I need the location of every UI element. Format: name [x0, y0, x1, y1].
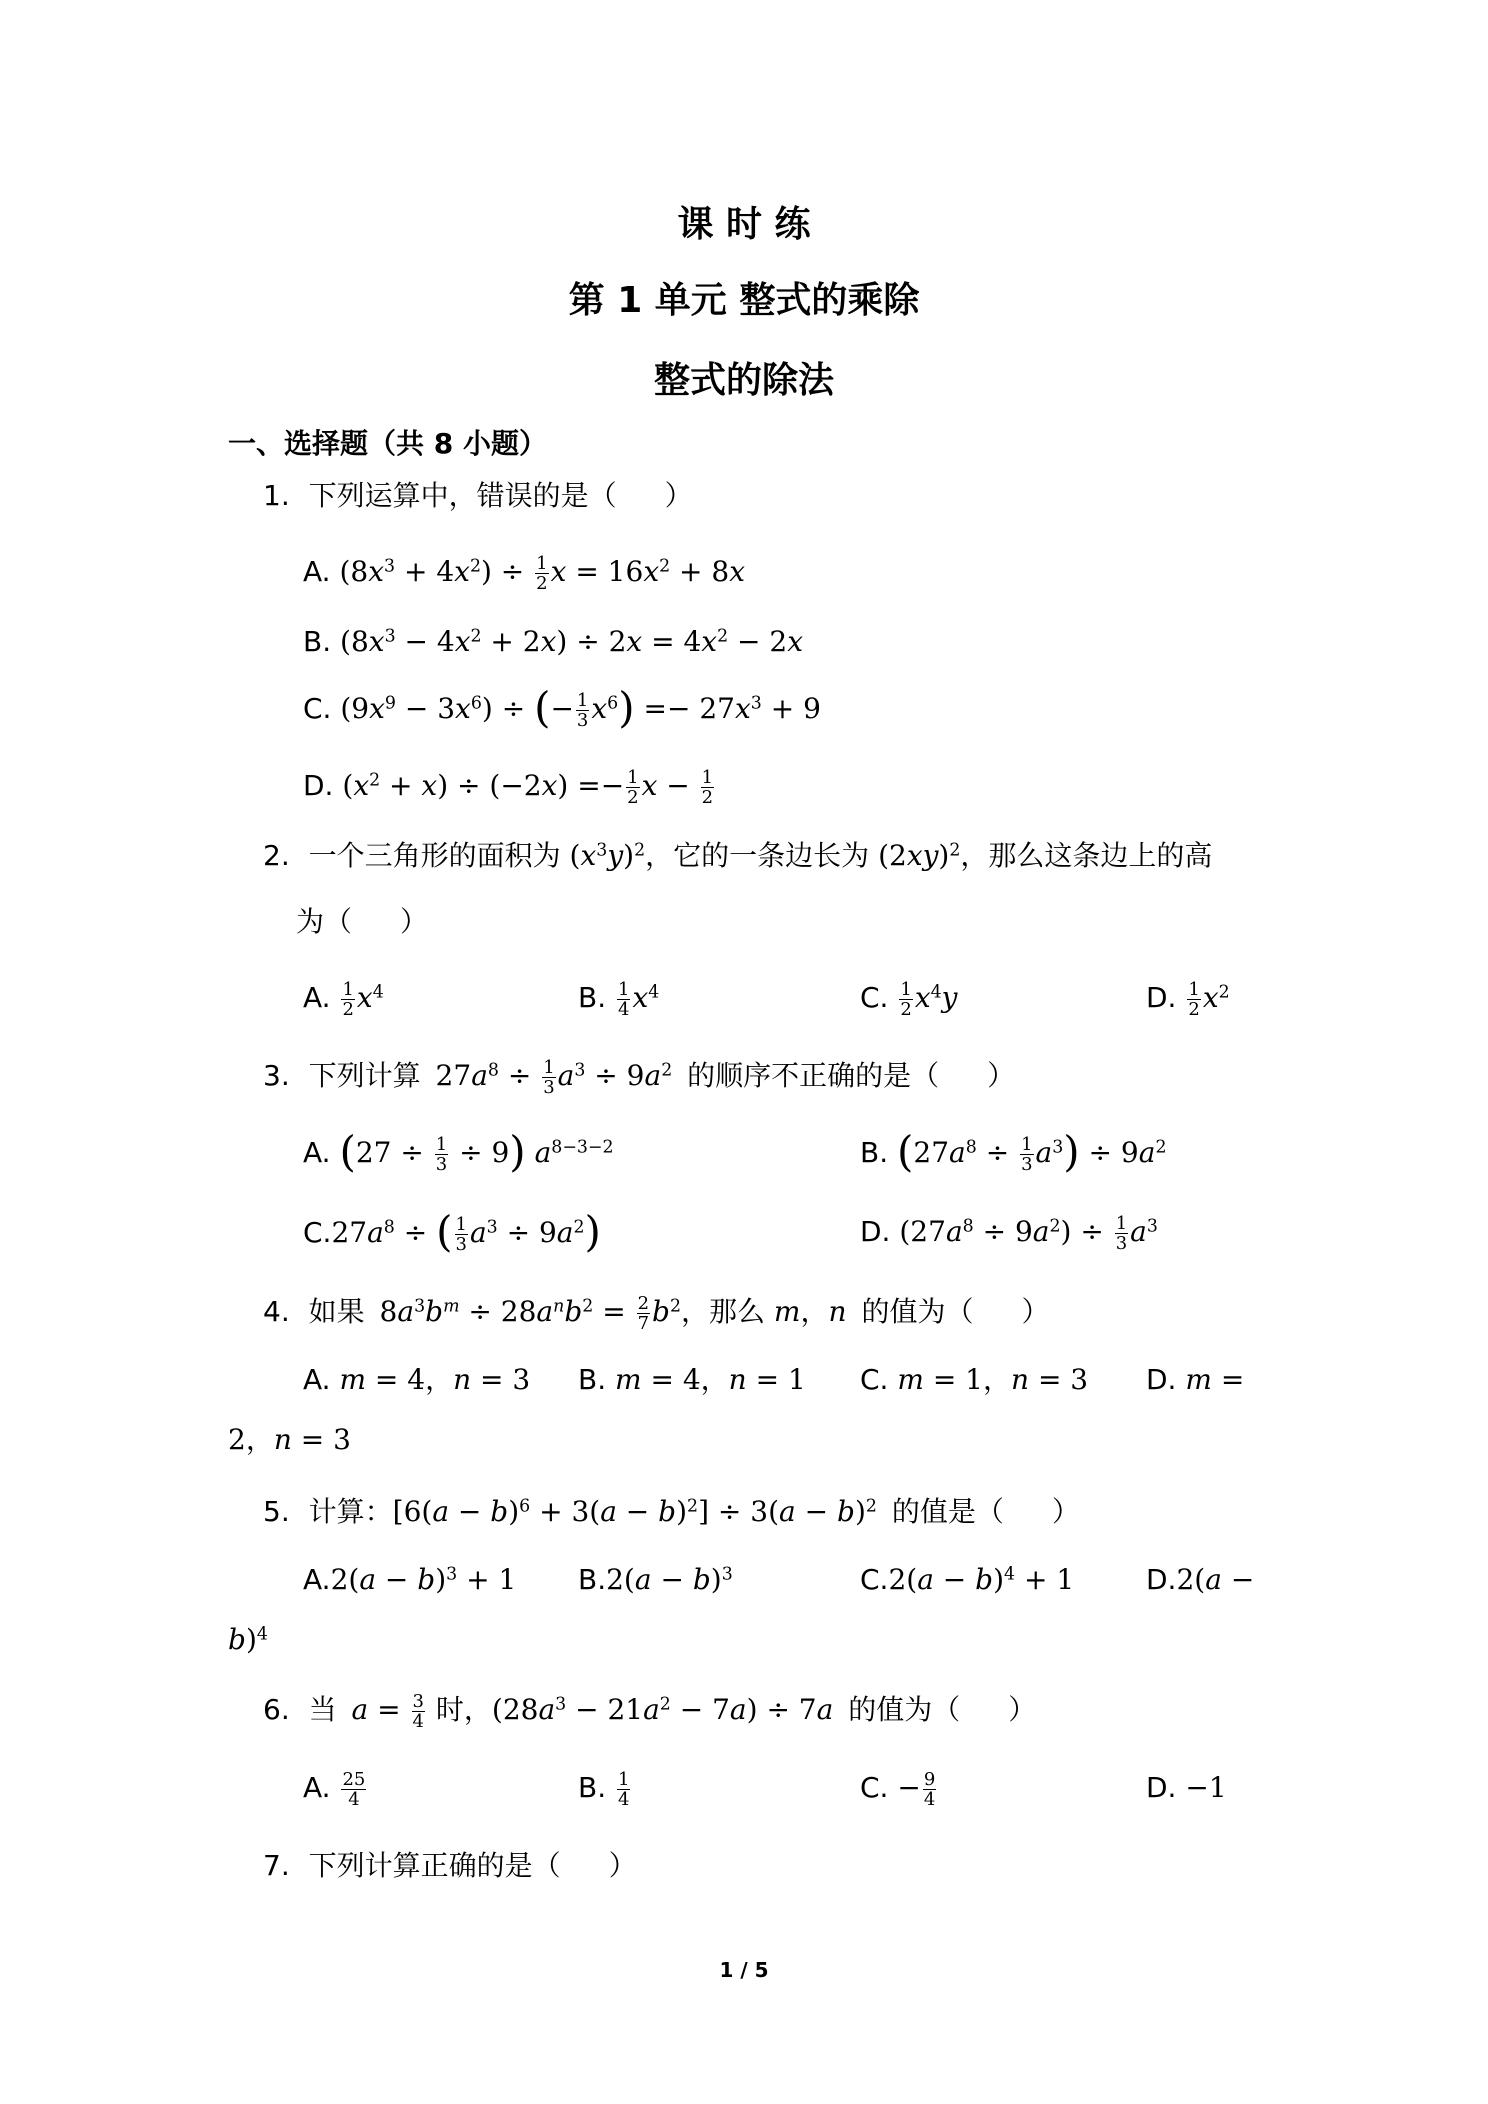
- question-2-line2: 为（ ）: [296, 905, 429, 938]
- question-stem: 下列运算中，错误的是（: [308, 479, 617, 512]
- question-number: 2.: [263, 839, 290, 872]
- q1-option-c: C. $(9x^9 - 3x^6)$ ÷ (− $\frac{1}{3}$ $x^6) =- 27x^3 + 9$: [303, 683, 821, 732]
- question-7: [263, 1846, 637, 1886]
- q5-option-d-wrap: b)$^4$: [228, 1623, 268, 1656]
- page-title: 课 时 练: [677, 204, 811, 245]
- question-3: 3. 下列计算 $27a^8$ ÷ $\frac{1}{3}$ $a^3 \div 9a^2$ 的顺序不正确的是（ ）: [263, 1057, 1016, 1098]
- q2-option-a: A. $\frac{1}{2}$ $x^4$: [303, 979, 384, 1020]
- question-2: 2. 一个三角形的面积为 $(x^3y)^2$，它的一条边长为 $(2xy)^2$，那么这条边上的高: [263, 839, 1213, 872]
- q1-option-a: A. $(8x^3 + 4x^2)$ ÷ $\frac{1}{2}$ $x = 16x^2 + 8x$: [303, 553, 746, 594]
- q1-option-b: B. $(8x^3 - 4x^2 + 2x) \div 2x = 4x^2 - 2x$: [303, 625, 803, 658]
- q3-option-b: B. ($27a^8$ ÷ $\frac{1}{3}$ $a^3) \div 9a^2$: [860, 1127, 1167, 1176]
- q1-option-d: D. $(x^2 + x) \div (-2x)$ =− $\frac{1}{2}$ x − $\frac{1}{2}$: [303, 767, 714, 808]
- question-number: 1.: [263, 479, 290, 512]
- q4-option-d: D. m =: [1146, 1363, 1245, 1396]
- question-number: 6.: [263, 1693, 290, 1726]
- question-number: 4.: [263, 1295, 290, 1328]
- question-number: 3.: [263, 1059, 290, 1092]
- unit-title: 第 1 单元 整式的乘除: [568, 280, 920, 321]
- q2-option-c: C. $\frac{1}{2}$ $x^4y$: [860, 979, 958, 1020]
- q6-option-a: A. $\frac{25}{4}$: [303, 1769, 366, 1810]
- q6-option-d: D. −1: [1146, 1771, 1227, 1804]
- question-close: ）: [608, 1849, 637, 1882]
- question-4: 4. 如果 $8a^3b^m \div 28a^nb^2$ = $\frac{2}{7}$ $b^2$，那么 m，n 的值为（ ）: [263, 1293, 1050, 1334]
- q4-option-b: B. m = 4，n = 1: [578, 1363, 806, 1396]
- q6-option-b: B. $\frac{1}{4}$: [578, 1769, 630, 1810]
- q5-option-a: $A.2(a - b)^3 + 1$: [303, 1563, 517, 1596]
- lesson-title: 整式的除法: [653, 360, 834, 401]
- q5-option-b: $B.2(a - b)^3$: [578, 1563, 733, 1596]
- q6-option-c: C. − $\frac{9}{4}$: [860, 1769, 936, 1810]
- q4-option-d-wrap: 2，n = 3: [228, 1423, 351, 1456]
- page-number: 1 / 5: [719, 1958, 769, 1982]
- q3-option-d: D. $(27a^8 \div 9a^2)$ ÷ $\frac{1}{3}$ $a^3$: [860, 1213, 1158, 1254]
- q3-option-a: A. (27 ÷ $\frac{1}{3}$ ÷ 9) $a^{8-3-2}$: [303, 1127, 614, 1176]
- q2-option-b: B. $\frac{1}{4}$ $x^4$: [578, 979, 660, 1020]
- question-5: 5. 计算：$[6(a - b)^6 + 3(a - b)^2] \div 3(a - b)^2$ 的值是（ ）: [263, 1495, 1080, 1528]
- q3-option-c: $C.27a^8$ ÷ ( $\frac{1}{3}$ $a^3 \div 9a^2$): [303, 1207, 601, 1256]
- question-number: 5.: [263, 1495, 290, 1528]
- q4-option-c: C. m = 1，n = 3: [860, 1363, 1089, 1396]
- question-stem: 下列计算正确的是（: [308, 1849, 561, 1882]
- q5-option-d: D.2(a −: [1146, 1563, 1255, 1596]
- question-1: [263, 476, 693, 516]
- q4-option-a: A. m = 4，n = 3: [303, 1363, 531, 1396]
- q5-option-c: $C.2(a - b)^4 + 1$: [860, 1563, 1075, 1596]
- question-close: ）: [664, 479, 693, 512]
- q2-option-d: D. $\frac{1}{2}$ $x^2$: [1146, 979, 1230, 1020]
- question-6: 6. 当 a = $\frac{3}{4}$ 时，$(28a^3 - 21a^2 - 7a) \div 7a$ 的值为（ ）: [263, 1691, 1037, 1732]
- question-number: 7.: [263, 1849, 290, 1882]
- section-heading: 一、选择题（共 8 小题）: [228, 427, 547, 460]
